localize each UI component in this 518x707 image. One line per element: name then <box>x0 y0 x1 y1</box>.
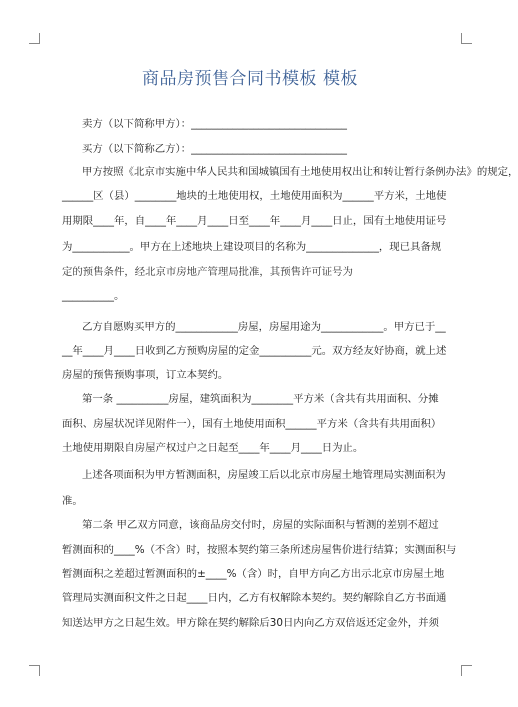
corner-mark-top-left <box>29 33 40 44</box>
paragraph-line: 暂测面积的____%（不含）时，按照本契约第三条所述房屋售价进行结算；实测面积与 <box>62 544 457 556</box>
paragraph-line: 甲方按照《北京市实施中华人民共和国城镇国有土地使用权出让和转让暂行条例办法》的规定， <box>82 166 518 178</box>
corner-mark-bottom-left <box>29 665 40 676</box>
corner-mark-bottom-right <box>461 665 472 676</box>
paragraph-line: ______区（县）________地块的土地使用权，土地使用面积为______平方米，土地使 <box>62 190 447 202</box>
buyer-line: 买方（以下简称乙方）：______________________________ <box>82 143 347 155</box>
paragraph-line: __年____月____日收到乙方预购房屋的定金__________元。双方经友好协商，就上述 <box>62 345 447 357</box>
paragraph-line: 房屋的预售预购事项，订立本契约。 <box>62 369 229 381</box>
paragraph-line: 乙方自愿购买甲方的____________房屋，房屋用途为____________。甲方已于__ <box>82 321 446 333</box>
paragraph-line: 上述各项面积为甲方暂测面积，房屋竣工后以北京市房屋土地管理局实测面积为 <box>82 469 446 481</box>
paragraph-line: 管理局实测面积文件之日起____日内，乙方有权解除本契约。契约解除自乙方书面通 <box>62 592 447 604</box>
document-title: 商品房预售合同书模板 模板 <box>142 69 358 89</box>
seller-line: 卖方（以下简称甲方）：______________________________ <box>82 118 347 130</box>
paragraph-line: 土地使用期限自房屋产权过户之日起至____年____月____日为止。 <box>62 442 364 454</box>
article-two-line: 第二条 甲乙双方同意，该商品房交付时，房屋的实际面积与暂测的差别不超过 <box>82 519 439 531</box>
article-one-line: 第一条 __________房屋，建筑面积为________平方米（含共有共用面积、分摊 <box>82 393 439 405</box>
paragraph-line: __________。 <box>62 290 125 302</box>
paragraph-line: 为___________。甲方在上述地块上建设项目的名称为______________，现已具备规 <box>62 241 442 253</box>
paragraph-line: 定的预售条件，经北京市房地产管理局批准，其预售许可证号为 <box>62 266 353 278</box>
paragraph-line: 用期限____年，自____年____月____日至____年____月____日止，国有土地使用证号 <box>62 215 447 227</box>
paragraph-line: 暂测面积之差超过暂测面积的±____%（含）时，自甲方向乙方出示北京市房屋土地 <box>62 568 445 580</box>
paragraph-line: 准。 <box>62 495 83 507</box>
paragraph-line: 知送达甲方之日起生效。甲方除在契约解除后30日内向乙方双倍返还定金外，并须 <box>62 617 439 629</box>
paragraph-line: 面积、房屋状况详见附件一），国有土地使用面积______平方米（含共有共用面积） <box>62 418 442 430</box>
corner-mark-top-right <box>461 33 472 44</box>
